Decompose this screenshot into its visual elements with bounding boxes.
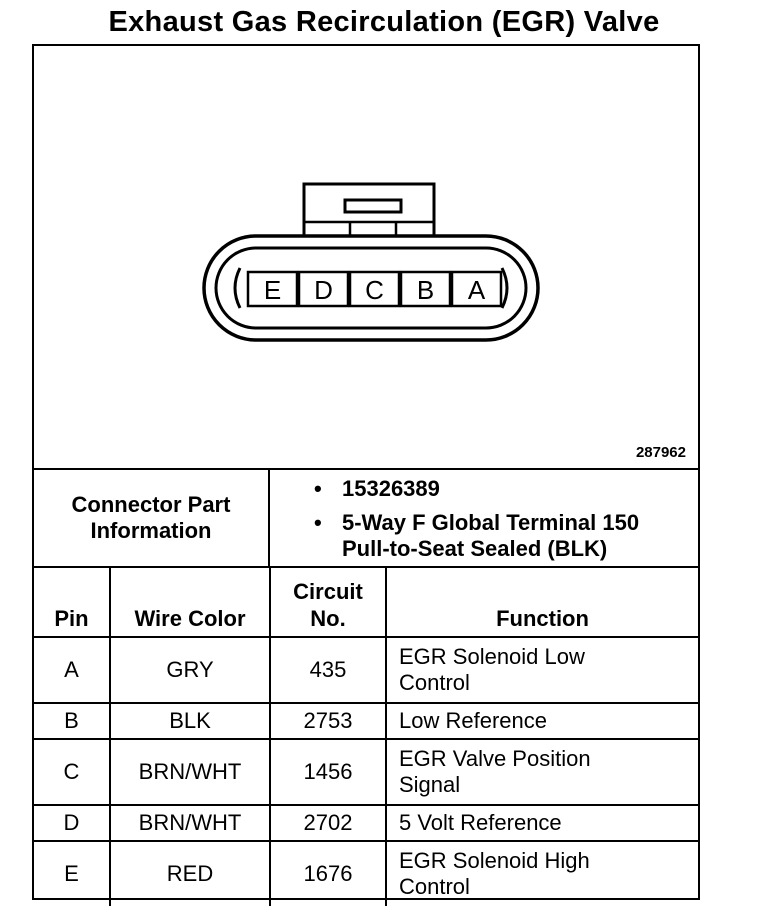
terminal-cavities: [248, 272, 501, 306]
part-description: [342, 510, 694, 562]
connector-part-info-label: [34, 470, 270, 566]
part-description-line1: 5-Way F Global Terminal 150: [342, 510, 640, 535]
function-line1: EGR Solenoid Low: [399, 644, 585, 669]
pin-cell: E: [34, 841, 110, 906]
part-description-line2: Pull-to-Seat Sealed (BLK): [342, 536, 608, 561]
function-cell: [386, 841, 698, 906]
wire-color-cell: BRN/WHT: [110, 739, 270, 805]
connector-part-info: [34, 470, 698, 568]
pinout-header-row: [34, 568, 698, 637]
connector-diagram-area: [34, 46, 698, 470]
cpi-label-line2: Information: [90, 518, 212, 543]
function-line2: Signal: [399, 772, 461, 797]
table-row: [34, 637, 698, 703]
wire-color-cell: GRY: [110, 637, 270, 703]
terminal-label-c: C: [365, 275, 384, 305]
terminal-label-b: B: [416, 275, 435, 305]
pin-cell: A: [34, 637, 110, 703]
cpi-label-line1: Connector Part: [71, 492, 231, 517]
table-row: [34, 841, 698, 906]
header-circuit-line2: No.: [310, 606, 346, 631]
bullet-icon: •: [314, 510, 322, 535]
header-wire-color: Wire Color: [110, 568, 270, 637]
pin-cell: C: [34, 739, 110, 805]
function-cell: [386, 739, 698, 805]
circuit-cell: 1676: [270, 841, 386, 906]
terminal-label-d: D: [314, 275, 333, 305]
header-circuit-line1: Circuit: [293, 579, 363, 604]
connector-sheet: [32, 44, 700, 900]
table-row: [34, 739, 698, 805]
wire-color-cell: BRN/WHT: [110, 805, 270, 841]
latch-slot: [345, 200, 401, 212]
pin-cell: B: [34, 703, 110, 739]
wire-color-cell: BLK: [110, 703, 270, 739]
header-pin: Pin: [34, 568, 110, 637]
function-cell: 5 Volt Reference: [386, 805, 698, 841]
function-line2: Control: [399, 874, 470, 899]
header-function: Function: [386, 568, 698, 637]
connector-part-details: [284, 476, 694, 570]
terminal-label-a: A: [467, 275, 486, 305]
connector-diagram: [34, 46, 698, 468]
circuit-cell: 2702: [270, 805, 386, 841]
figure-id: 287962: [635, 444, 686, 461]
table-row: [34, 703, 698, 739]
circuit-cell: 2753: [270, 703, 386, 739]
page-title: Exhaust Gas Recirculation (EGR) Valve: [108, 6, 660, 38]
terminal-label-e: E: [263, 275, 282, 305]
wire-color-cell: RED: [110, 841, 270, 906]
function-line1: EGR Valve Position: [399, 746, 591, 771]
function-cell: Low Reference: [386, 703, 698, 739]
circuit-cell: 435: [270, 637, 386, 703]
pin-cell: D: [34, 805, 110, 841]
part-description-item: [284, 510, 694, 562]
function-line2: Control: [399, 670, 470, 695]
part-number-item: [284, 476, 694, 502]
header-circuit-no: [270, 568, 386, 637]
bullet-icon: •: [314, 476, 322, 501]
circuit-cell: 1456: [270, 739, 386, 805]
part-number: 15326389: [342, 476, 440, 501]
function-cell: [386, 637, 698, 703]
function-line1: EGR Solenoid High: [399, 848, 590, 873]
table-row: [34, 805, 698, 841]
pinout-table: [34, 568, 698, 906]
